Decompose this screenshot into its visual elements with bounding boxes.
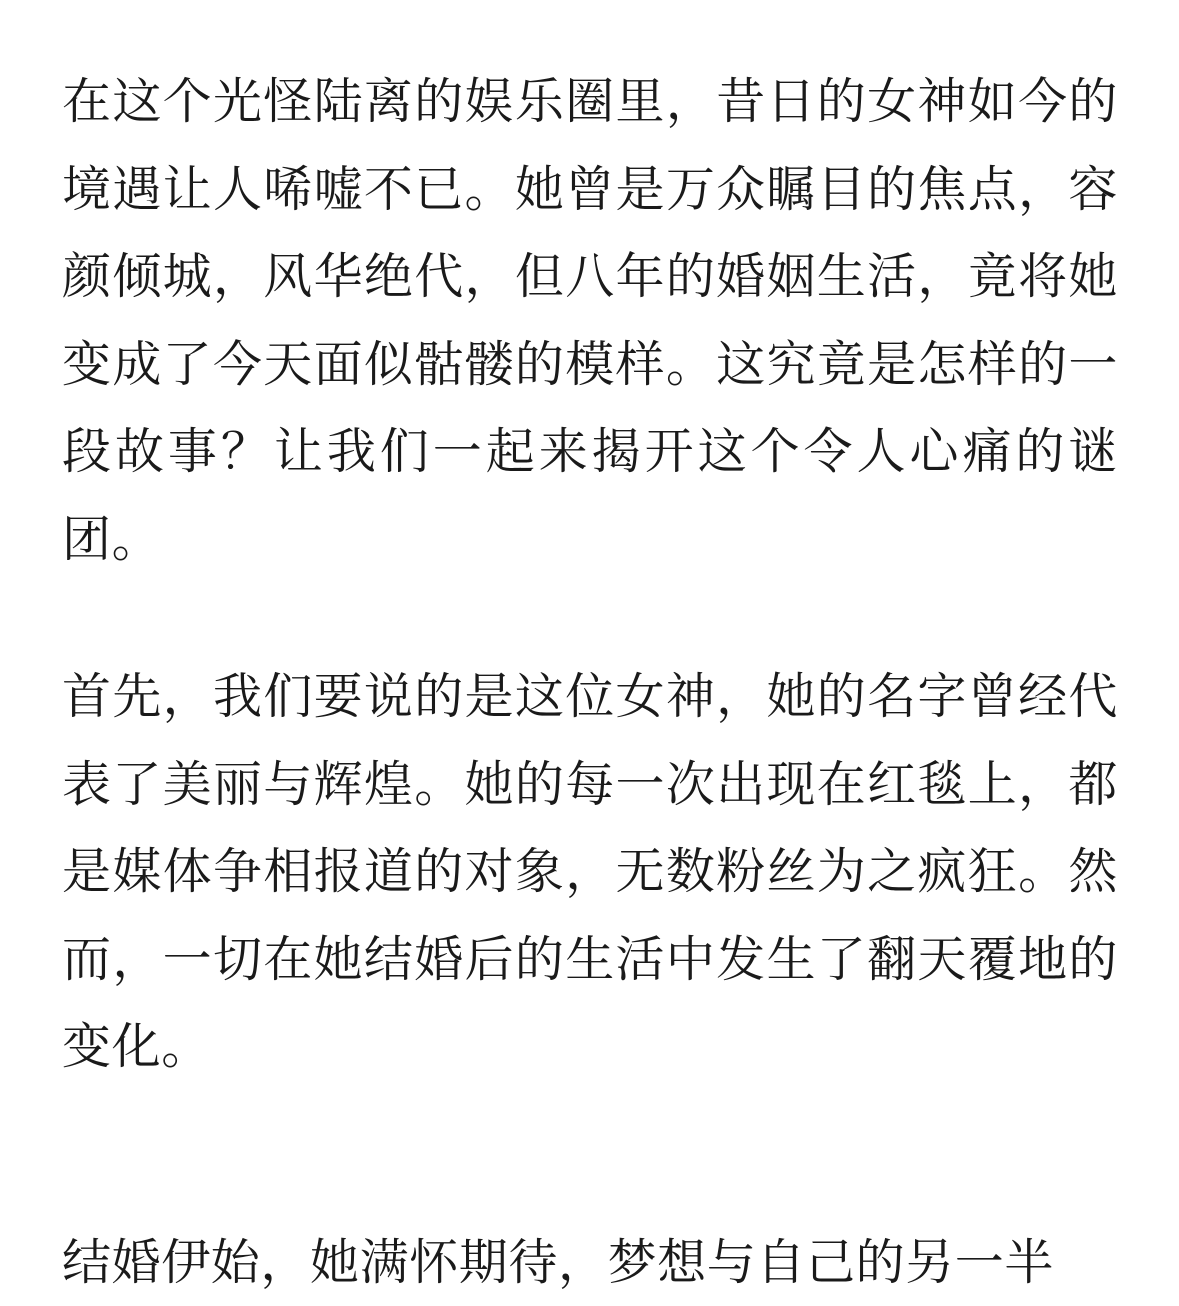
- article-body: [62, 58, 1118, 1306]
- article-paragraph: 结婚伊始，她满怀期待，梦想与自己的另一半: [62, 1219, 1118, 1306]
- article-paragraph: 首先，我们要说的是这位女神，她的名字曾经代表了美丽与辉煌。她的每一次出现在红毯上，都是媒体争相报道的对象，无数粉丝为之疯狂。然而，一切在她结婚后的生活中发生了翻天覆地的变化。: [62, 653, 1118, 1091]
- article-paragraph: 在这个光怪陆离的娱乐圈里，昔日的女神如今的境遇让人唏嘘不已。她曾是万众瞩目的焦点，容颜倾城，风华绝代，但八年的婚姻生活，竟将她变成了今天面似骷髅的模样。这究竟是怎样的一段故事？让我们一起来揭开这个令人心痛的谜团。: [62, 58, 1118, 583]
